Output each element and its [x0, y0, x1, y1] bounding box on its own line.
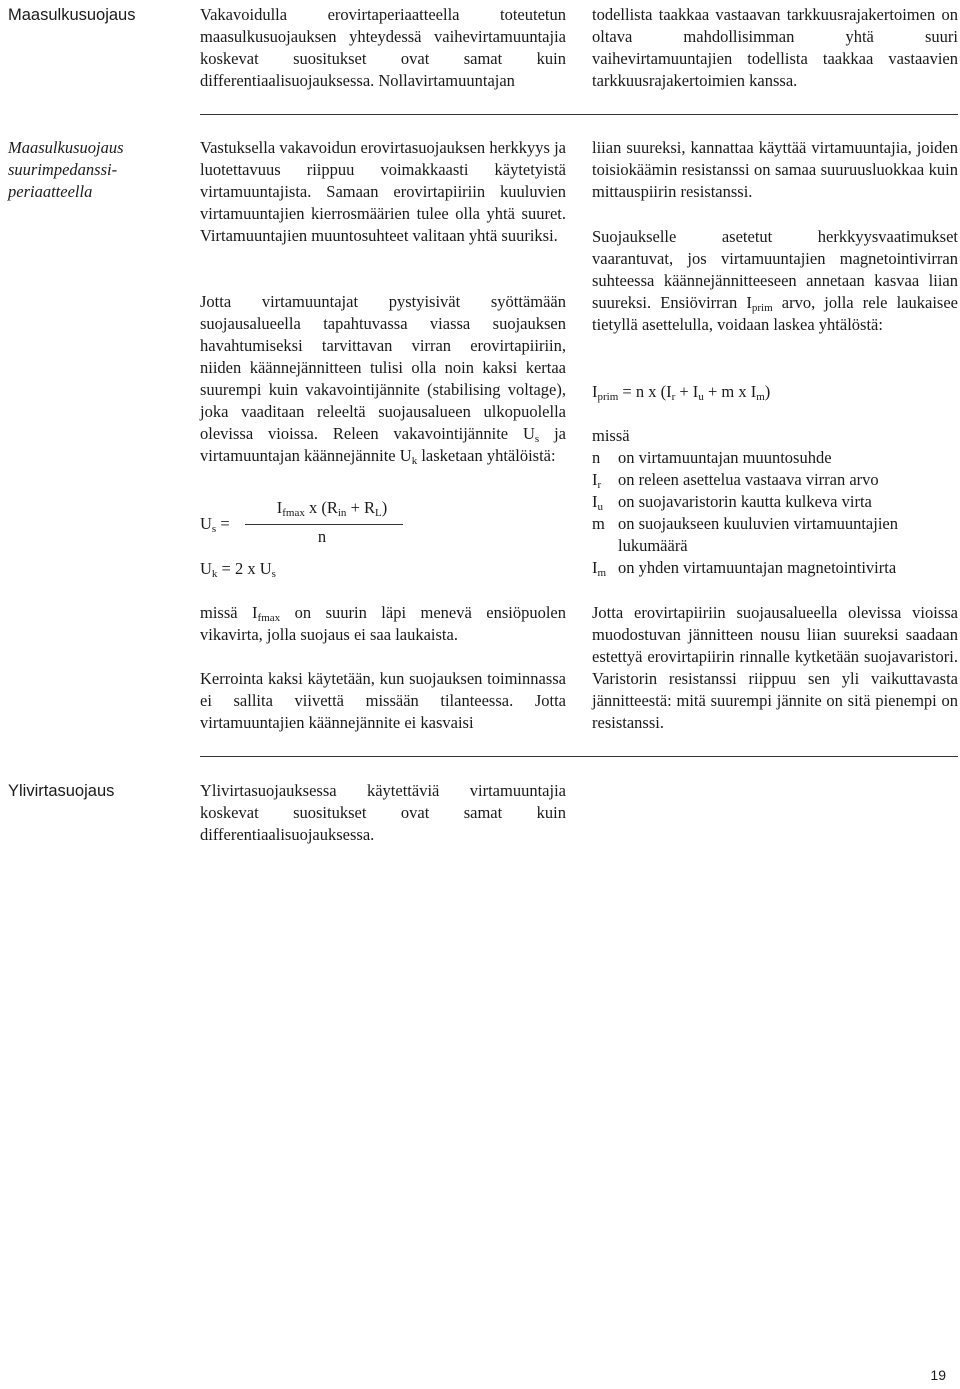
subscript: k [211, 568, 218, 580]
subscript: s [534, 433, 540, 445]
text-run: Suojaukselle asetetut herkkyysvaatimukset vaarantuvat, jos virtamuuntajien magnetointivirran suhteessa käännejännitteeseen annetaan kasvaa liian suureksi. Ensiövirran I [592, 227, 958, 312]
definition-symbol: $I_m$ [592, 558, 607, 579]
definition-symbol: n [592, 448, 601, 467]
eq-term: = n x (I [618, 382, 672, 401]
text-run: missä I [200, 603, 258, 622]
text-run: Jotta virtamuuntajat pystyisivät syöttämään suojausalueella tapahtuvassa viassa suojauksen havahtumiseksi tarvittavan virran erovirtapiiriin, niiden käännejännitteen tulisi olla noin kaksi kertaa suurempi kuin vakavointijännite (stabilising voltage), joka vaaditaan releeltä suojausalueen ulkopuolella olevissa vioissa. Releen vakavointijännite U [200, 292, 566, 443]
section2-col2-paragraph-2 [592, 226, 958, 336]
definition-symbol: $I_r$ [592, 470, 602, 491]
subscript: s [271, 568, 276, 580]
eq-term: x (R [304, 498, 338, 517]
section3-col1-text: Ylivirtasuojauksessa käytettäviä virtamuuntajia koskevat suositukset ovat samat kuin differentiaalisuojauksessa. [200, 781, 566, 844]
section2-col1-paragraph-3 [200, 602, 566, 646]
eq-term: I [276, 498, 283, 517]
section2-col1-paragraph-1: Vastuksella vakavoidun erovirtasuojauksen herkkyys ja luotettavuus riippuu voimakkaasti käytetyistä virtamuuntajista. Samaan erovirtapiiriin kuuluvien virtamuuntajien kierrosmäärien tulee olla yhtä suuret. Virtamuuntajien muuntosuhteet valitaan yhtä suuriksi. [200, 138, 566, 245]
eq-term: U [200, 559, 212, 578]
definition-text: on suojaukseen kuuluvien virtamuuntajien lukumäärä [618, 514, 898, 555]
subscript: k [411, 455, 418, 467]
equation-iprim [592, 381, 770, 403]
section-heading-ylivirtasuojaus: Ylivirtasuojaus [8, 782, 115, 800]
text-run: lasketaan yhtälöistä: [417, 446, 556, 465]
subscript: fmax [282, 507, 305, 519]
heading-line: periaatteella [8, 182, 93, 201]
text-run: on suurin läpi menevä ensiöpuolen vikavirta, jolla suojaus ei saa laukaista. [200, 603, 566, 644]
definition-symbol: m [592, 514, 605, 533]
heading-line: suurimpedanssi- [8, 160, 118, 179]
text-run: ja virtamuuntajan käännejännite U [200, 424, 566, 465]
eq-term: = 2 x U [217, 559, 272, 578]
equation-us-lhs [200, 513, 230, 535]
section2-col2-paragraph-1: liian suureksi, kannattaa käyttää virtamuuntajia, joiden toisiokäämin resistanssi on samaa suuruusluokkaa kuin mittauspiirin resistanssi. [592, 138, 958, 201]
section2-col2-paragraph-3: Jotta erovirtapiiriin suojausalueella olevissa vioissa muodostuvan jännitteen nousu liian suureksi saadaan estettyä erovirtapiirin rinnalle kytketään suojavaristori. Varistorin resistanssi riippuu sen yli vaikuttavasta jännitteestä: mitä suurempi jännite on sitä pienempi on resistanssi. [592, 603, 958, 732]
eq-term: I [592, 382, 598, 401]
subscript: in [337, 507, 347, 519]
eq-term: ) [381, 498, 388, 517]
section-divider [200, 114, 958, 115]
section-heading-maasulkusuojaus: Maasulkusuojaus [8, 6, 136, 24]
section-divider [200, 756, 958, 757]
eq-term: + I [675, 382, 699, 401]
eq-term: U [200, 514, 212, 533]
eq-term: = [216, 514, 230, 533]
subscript: m [756, 391, 765, 403]
subscript: s [211, 523, 217, 535]
eq-term: + R [346, 498, 375, 517]
section-heading-suurimpedanssi [8, 137, 124, 203]
fraction-bar [245, 524, 403, 525]
where-label: missä [592, 426, 630, 445]
subscript: L [375, 507, 382, 519]
definition-text: on releen asettelua vastaava virran arvo [618, 470, 879, 489]
eq-term: ) [764, 382, 771, 401]
page-number: 19 [930, 1367, 946, 1383]
definition-text: on suojavaristorin kautta kulkeva virta [618, 492, 872, 511]
section2-col1-paragraph-2 [200, 291, 566, 467]
subscript: prim [597, 391, 619, 403]
heading-line: Maasulkusuojaus [8, 138, 124, 157]
definition-symbol: $I_u$ [592, 492, 603, 513]
definition-text: on virtamuuntajan muuntosuhde [618, 448, 832, 467]
eq-term: + m x I [703, 382, 757, 401]
equation-us-denominator: n [317, 527, 327, 546]
section1-col2-text: todellista taakkaa vastaavan tarkkuusrajakertoimen on oltava mahdollisimman yhtä suuri vaihevirtamuuntajien todellista taakkaa vastaavien tarkkuusrajakertoimien kanssa. [592, 5, 958, 90]
subscript: fmax [257, 612, 281, 624]
section1-col1-text: Vakavoidulla erovirtaperiaatteella toteutetun maasulkusuojauksen yhteydessä vaihevirtamuuntajia koskevat suositukset ovat samat kuin differentiaalisuojauksessa. Nollavirtamuuntajan [200, 5, 566, 90]
equation-us-numerator [252, 497, 412, 519]
subscript: prim [751, 302, 773, 314]
equation-uk [200, 558, 276, 580]
subscript: r [671, 391, 676, 403]
subscript: u [698, 391, 704, 403]
definition-text: on yhden virtamuuntajan magnetointivirta [618, 558, 897, 577]
section2-col1-paragraph-4: Kerrointa kaksi käytetään, kun suojauksen toiminnassa ei sallita viivettä missään tilanteessa. Jotta virtamuuntajien käännejännite ei kasvaisi [200, 669, 566, 732]
text-run: arvo, jolla rele laukaisee tietyllä asettelulla, voidaan laskea yhtälöstä: [592, 293, 958, 334]
